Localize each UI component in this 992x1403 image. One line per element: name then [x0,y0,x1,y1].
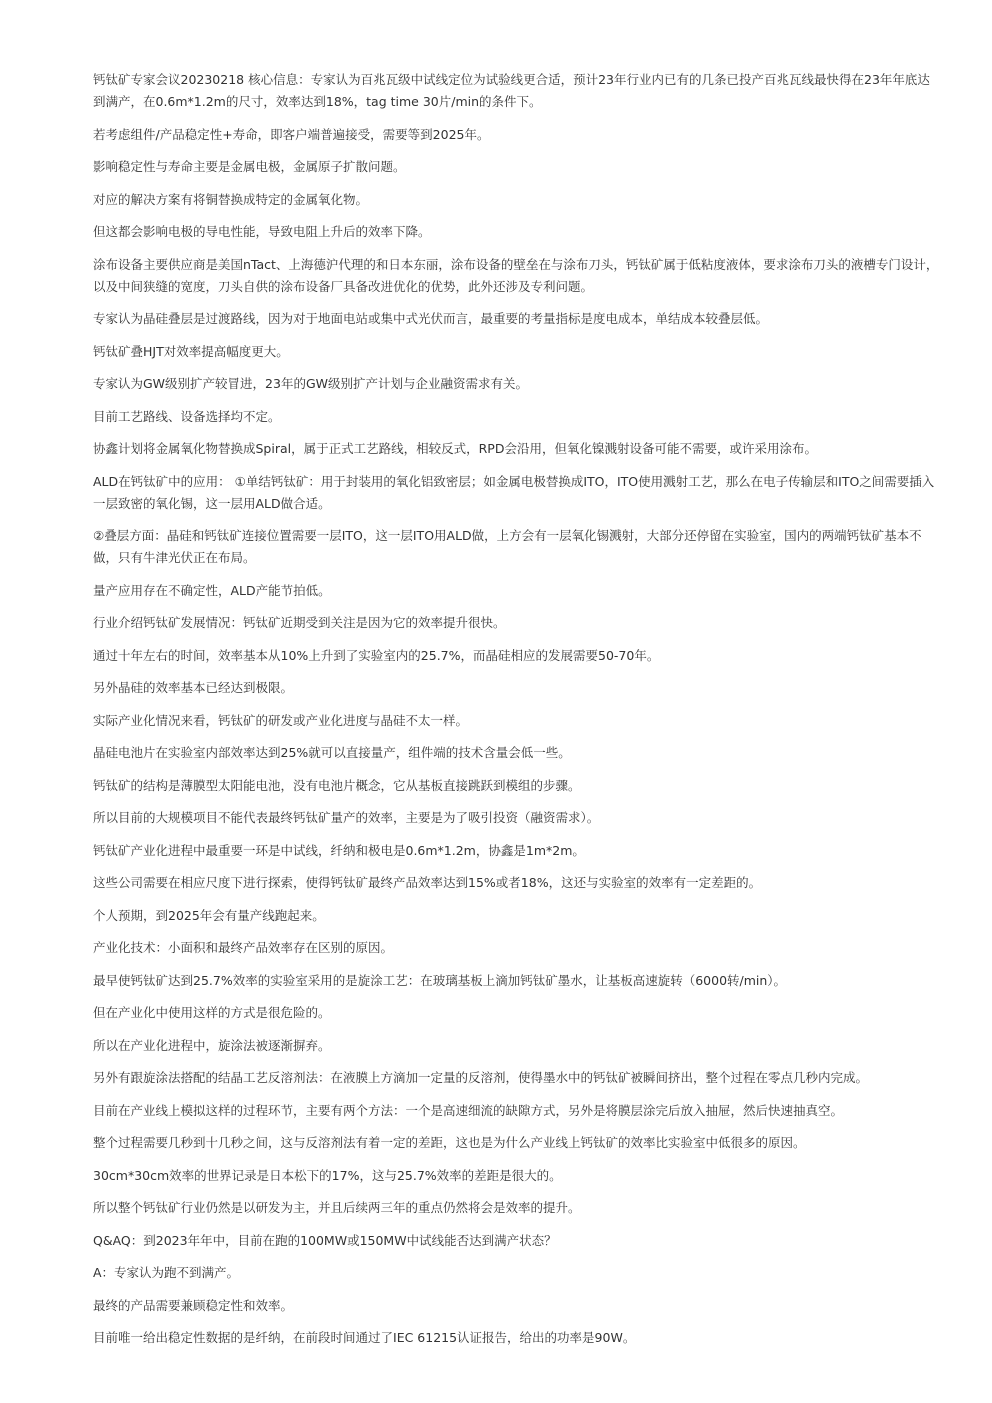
paragraph: 涂布设备主要供应商是美国nTact、上海德沪代理的和日本东丽，涂布设备的壁垒在与涂布刀头，钙钛矿属于低粘度液体，要求涂布刀头的液槽专门设计，以及中间狭缝的宽度，刀头自供的涂布设备厂具备改进优化的优势，此外还涉及专利问题。 [93,256,939,294]
paragraph: 最终的产品需要兼顾稳定性和效率。 [93,1297,294,1313]
paragraph: 对应的解决方案有将铜替换成特定的金属氧化物。 [93,191,369,207]
paragraph: 钙钛矿产业化进程中最重要一环是中试线，纤纳和极电是0.6m*1.2m，协鑫是1m*2m。 [93,842,585,858]
paragraph: 另外有跟旋涂法搭配的结晶工艺反溶剂法：在液膜上方滴加一定量的反溶剂，使得墨水中的钙钛矿被瞬间挤出，整个过程在零点几秒内完成。 [93,1070,869,1085]
paragraph: ②叠层方面：晶硅和钙钛矿连接位置需要一层ITO，这一层ITO用ALD做，上方会有一层氧化锡溅射，大部分还停留在实验室，国内的两端钙钛矿基本不做，只有牛津光伏正在布局。 [93,528,922,565]
paragraph: 钙钛矿的结构是薄膜型太阳能电池，没有电池片概念，它从基板直接跳跃到模组的步骤。 [93,777,581,793]
paragraph: 钙钛矿叠HJT对效率提高幅度更大。 [93,343,289,359]
paragraph-summary: 钙钛矿专家会议20230218 核心信息：专家认为百兆瓦级中试线定位为试验线更合适，预计23年行业内已有的几条已投产百兆瓦线最快得在23年年底达到满产，在0.6m*1.2m的尺寸，效率达到18%，tag time 30片/min的条件下。 [93,72,930,109]
paragraph: 目前在产业线上模拟这样的过程环节，主要有两个方法：一个是高速细流的缺隙方式，另外是将膜层涂完后放入抽屉，然后快速抽真空。 [93,1102,844,1118]
paragraph: 最早使钙钛矿达到25.7%效率的实验室采用的是旋涂工艺：在玻璃基板上滴加钙钛矿墨水，让基板高速旋转（6000转/min）。 [93,972,787,988]
paragraph: 但在产业化中使用这样的方式是很危险的。 [93,1005,331,1020]
paragraph: 目前唯一给出稳定性数据的是纤纳，在前段时间通过了IEC 61215认证报告，给出的功率是90W。 [93,1330,636,1345]
paragraph: 所以在产业化进程中，旋涂法被逐渐摒弃。 [93,1037,331,1053]
paragraph: 专家认为晶硅叠层是过渡路线，因为对于地面电站或集中式光伏而言，最重要的考量指标是度电成本，单结成本较叠层低。 [93,311,769,326]
paragraph: 这些公司需要在相应尺度下进行探索，使得钙钛矿最终产品效率达到15%或者18%，这还与实验室的效率有一定差距的。 [93,875,762,890]
paragraph: 影响稳定性与寿命主要是金属电极，金属原子扩散问题。 [93,159,406,174]
paragraph: 实际产业化情况来看，钙钛矿的研发或产业化进度与晶硅不太一样。 [93,712,469,728]
paragraph: 但这都会影响电极的导电性能，导致电阻上升后的效率下降。 [93,224,431,239]
paragraph: 行业介绍钙钛矿发展情况：钙钛矿近期受到关注是因为它的效率提升很快。 [93,615,506,630]
paragraph: 所以整个钙钛矿行业仍然是以研发为主，并且后续两三年的重点仍然将会是效率的提升。 [93,1200,581,1215]
paragraph-question: Q&AQ：到2023年年中，目前在跑的100MW或150MW中试线能否达到满产状态？ [93,1232,557,1248]
paragraph: 协鑫计划将金属氧化物替换成Spiral，属于正式工艺路线，相较反式，RPD会沿用，但氧化镍溅射设备可能不需要，或许采用涂布。 [93,441,817,456]
paragraph: 通过十年左右的时间，效率基本从10%上升到了实验室内的25.7%，而晶硅相应的发展需要50-70年。 [93,647,660,663]
paragraph: 若考虑组件/产品稳定性+寿命，即客户端普遍接受，需要等到2025年。 [93,126,490,142]
paragraph: 另外晶硅的效率基本已经达到极限。 [93,680,294,695]
paragraph: 整个过程需要几秒到十几秒之间，这与反溶剂法有着一定的差距，这也是为什么产业线上钙钛矿的效率比实验室中低很多的原因。 [93,1135,806,1150]
paragraph-answer: A：专家认为跑不到满产。 [93,1265,240,1280]
paragraph: 专家认为GW级别扩产较冒进，23年的GW级别扩产计划与企业融资需求有关。 [93,376,528,391]
paragraph: 晶硅电池片在实验室内部效率达到25%就可以直接量产，组件端的技术含量会低一些。 [93,745,571,760]
paragraph: 30cm*30cm效率的世界记录是日本松下的17%，这与25.7%效率的差距是很大的。 [93,1167,562,1183]
document-body [93,69,939,1360]
paragraph: 量产应用存在不确定性，ALD产能节拍低。 [93,582,331,598]
paragraph: 目前工艺路线、设备选择均不定。 [93,408,281,424]
paragraph: 所以目前的大规模项目不能代表最终钙钛矿量产的效率，主要是为了吸引投资（融资需求）。 [93,810,600,825]
paragraph: 产业化技术：小面积和最终产品效率存在区别的原因。 [93,940,394,955]
paragraph: 个人预期，到2025年会有量产线跑起来。 [93,907,325,923]
paragraph: ALD在钙钛矿中的应用： ①单结钙钛矿：用于封装用的氧化铝致密层；如金属电极替换成ITO，ITO使用溅射工艺，那么在电子传输层和ITO之间需要插入一层致密的氧化锡，这一层用ALD做合适。 [93,473,935,511]
